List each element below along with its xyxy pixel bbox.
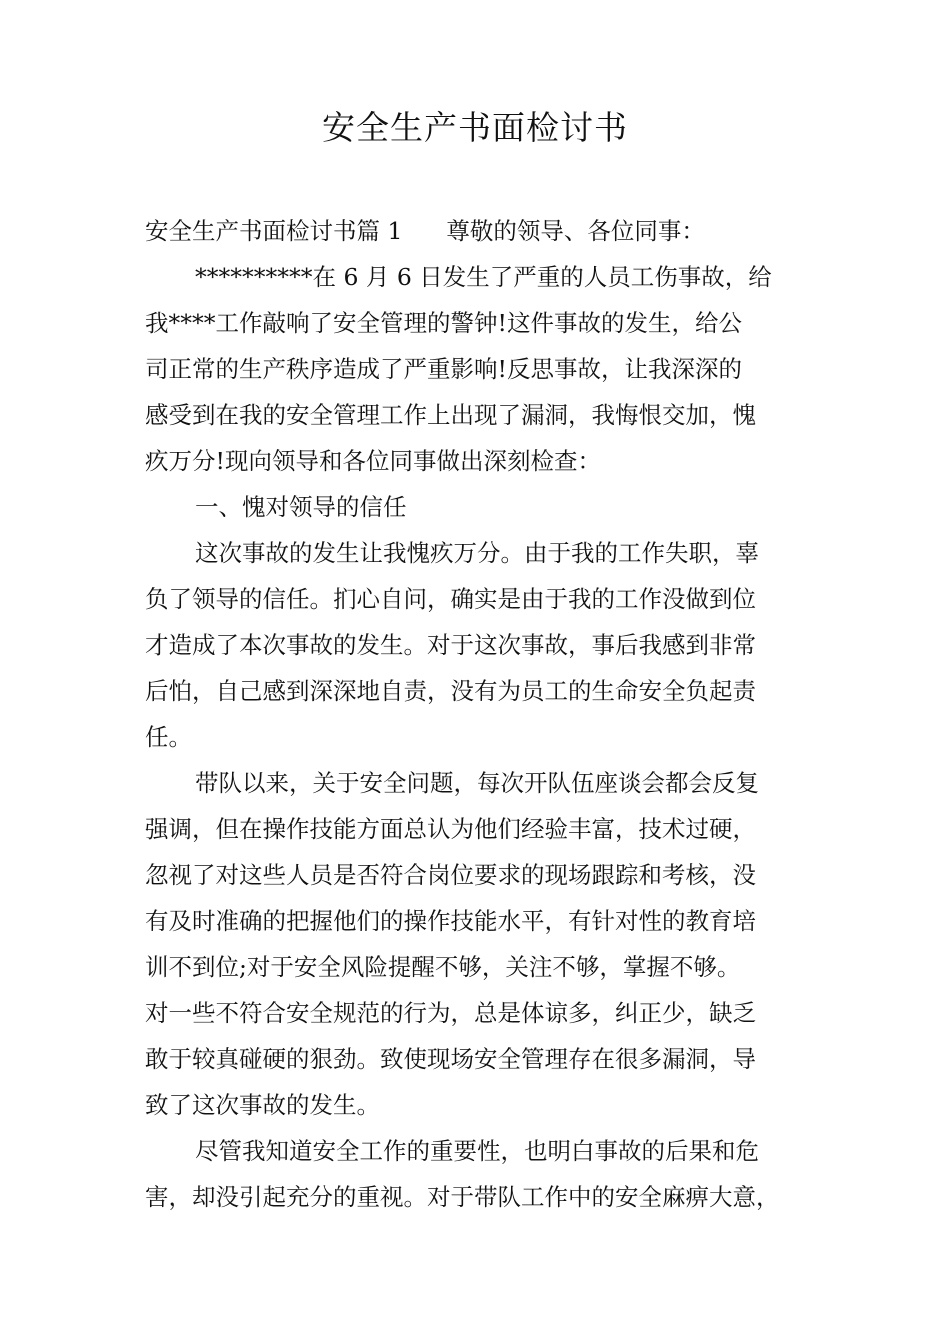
text-line-content: 害，却没引起充分的重视。对于带队工作中的安全麻痹大意， [145, 1183, 780, 1211]
text-line-content: 疚万分!现向领导和各位同事做出深刻检查： [145, 447, 601, 475]
text-line [145, 1128, 825, 1174]
text-line-content: 训不到位;对于安全风险提醒不够，关注不够，掌握不够。 [145, 953, 741, 981]
text-line-content: 安全生产书面检讨书篇 1 [145, 217, 403, 245]
text-line [145, 484, 825, 530]
text-line [145, 530, 825, 576]
text-line-content: 任。 [145, 723, 192, 751]
text-line-content: 带队以来，关于安全问题，每次开队伍座谈会都会反复 [195, 769, 759, 797]
text-line-content: 尽管我知道安全工作的重要性，也明白事故的后果和危 [195, 1137, 759, 1165]
text-line [145, 438, 825, 484]
text-line-content: 对一些不符合安全规范的行为，总是体谅多，纠正少，缺乏 [145, 999, 756, 1027]
text-line [145, 944, 825, 990]
text-line-content: 感受到在我的安全管理工作上出现了漏洞，我悔恨交加，愧 [145, 401, 756, 429]
salutation: 尊敬的领导、各位同事： [446, 217, 705, 245]
text-line [145, 1174, 825, 1220]
text-line [145, 852, 825, 898]
text-line [145, 898, 825, 944]
text-line [145, 254, 825, 300]
text-line-content: 有及时准确的把握他们的操作技能水平，有针对性的教育培 [145, 907, 756, 935]
text-line-content: **********在 6 月 6 日发生了严重的人员工伤事故，给 [195, 263, 772, 291]
text-line-content: 致了这次事故的发生。 [145, 1091, 380, 1119]
text-line-content: 负了领导的信任。扪心自问，确实是由于我的工作没做到位 [145, 585, 756, 613]
text-line [145, 1082, 825, 1128]
text-line [145, 576, 825, 622]
text-line [145, 208, 825, 254]
document-body [145, 208, 825, 1220]
text-line-content: 才造成了本次事故的发生。对于这次事故，事后我感到非常 [145, 631, 756, 659]
text-line-content: 强调，但在操作技能方面总认为他们经验丰富，技术过硬， [145, 815, 756, 843]
text-line [145, 990, 825, 1036]
document-title: 安全生产书面检讨书 [322, 108, 628, 147]
text-line [145, 1036, 825, 1082]
text-line-content: 一、愧对领导的信任 [195, 493, 407, 521]
text-line-content: 后怕，自己感到深深地自责，没有为员工的生命安全负起责 [145, 677, 756, 705]
text-line [145, 392, 825, 438]
text-line-content: 这次事故的发生让我愧疚万分。由于我的工作失职，辜 [195, 539, 759, 567]
text-line [145, 806, 825, 852]
text-line [145, 622, 825, 668]
text-line [145, 714, 825, 760]
text-line-content: 忽视了对这些人员是否符合岗位要求的现场跟踪和考核，没 [145, 861, 756, 889]
text-line [145, 760, 825, 806]
text-line-content: 敢于较真碰硬的狠劲。致使现场安全管理存在很多漏洞，导 [145, 1045, 756, 1073]
text-line [145, 346, 825, 392]
text-line-content: 司正常的生产秩序造成了严重影响!反思事故，让我深深的 [145, 355, 742, 383]
text-line-content: 我****工作敲响了安全管理的警钟!这件事故的发生，给公 [145, 309, 742, 337]
text-line [145, 668, 825, 714]
text-line [145, 300, 825, 346]
